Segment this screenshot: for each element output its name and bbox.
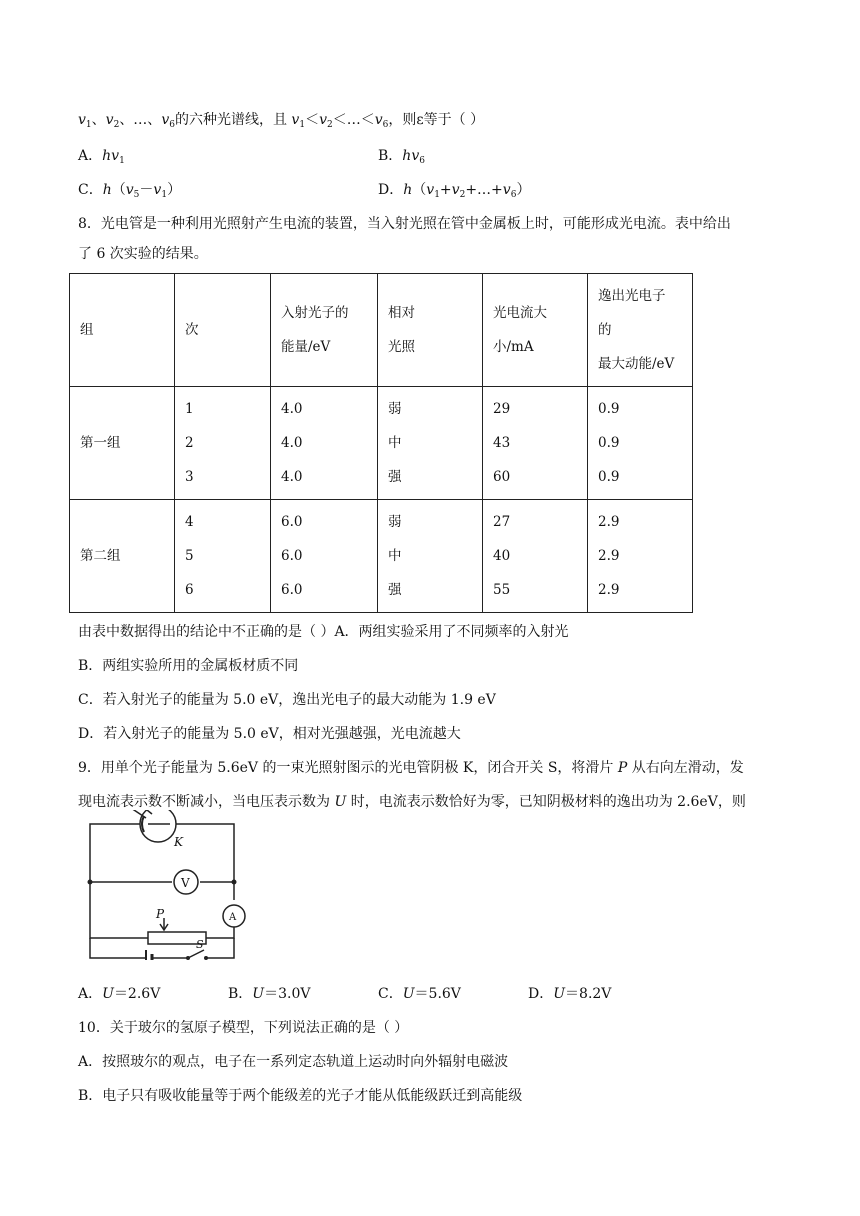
- header-trial: 次: [175, 274, 271, 387]
- q10-option-b[interactable]: B．电子只有吸收能量等于两个能级差的光子才能从低能级跃迁到高能级: [78, 1088, 523, 1104]
- table-header-row: [70, 274, 693, 387]
- q7-option-c[interactable]: C．$h(v_5-v_1)$: [78, 182, 182, 200]
- phototube-icon: [140, 810, 176, 842]
- header-max-kinetic-energy: 逸出光电子 的 最大动能/eV: [588, 274, 693, 387]
- kinetic-energy-cell: 2.9 2.9 2.9: [588, 500, 693, 613]
- q9-stem-line2: 现电流表示数不断减小，当电压表示数为 U 时，电流表示数恰好为零，已知阴极材料的逸出功为 2.6eV，则: [78, 794, 746, 810]
- header-photocurrent: 光电流大 小/mA: [483, 274, 588, 387]
- table-row: [70, 387, 693, 500]
- results-table: [69, 273, 693, 613]
- q8-conclusion-option-a[interactable]: 由表中数据得出的结论中不正确的是（ ）A．两组实验采用了不同频率的入射光: [78, 624, 569, 640]
- q9-option-b[interactable]: B．U＝3.0V: [228, 986, 311, 1002]
- q8-option-c[interactable]: C．若入射光子的能量为 5.0 eV，逸出光电子的最大动能为 1.9 eV: [78, 692, 496, 708]
- label-a: A: [229, 912, 237, 923]
- q7-option-a[interactable]: A．$hv_1$: [78, 148, 125, 166]
- label-v: V: [181, 876, 190, 890]
- q9-option-c[interactable]: C．U＝5.6V: [378, 986, 461, 1002]
- q9-stem-line1: 9．用单个光子能量为 5.6eV 的一束光照射图示的光电管阴极 K，闭合开关 S，将滑片 P 从右向左滑动，发: [78, 760, 744, 776]
- group-name: 第一组: [70, 387, 175, 500]
- q7-option-b[interactable]: B．$hv_6$: [378, 148, 425, 166]
- label-p: P: [156, 907, 165, 921]
- q8-stem-line1: 8．光电管是一种利用光照射产生电流的装置，当入射光照在管中金属板上时，可能形成光电流。表中给出: [78, 216, 731, 232]
- label-k: K: [174, 835, 183, 849]
- q8-option-d[interactable]: D．若入射光子的能量为 5.0 eV，相对光强越强，光电流越大: [78, 726, 461, 742]
- header-relative-intensity: 相对 光照: [378, 274, 483, 387]
- current-cell: 29 43 60: [483, 387, 588, 500]
- intensity-cell: 弱 中 强: [378, 500, 483, 613]
- q7-option-d[interactable]: D．$h(v_1+v_2+\dots+v_6)$: [378, 182, 531, 200]
- trial-cell: 1 2 3: [175, 387, 271, 500]
- q10-option-a[interactable]: A．按照玻尔的观点，电子在一系列定态轨道上运动时向外辐射电磁波: [78, 1054, 509, 1070]
- trial-cell: 4 5 6: [175, 500, 271, 613]
- q8-option-b[interactable]: B．两组实验所用的金属板材质不同: [78, 658, 299, 674]
- group-name: 第二组: [70, 500, 175, 613]
- q9-option-a[interactable]: A．U＝2.6V: [78, 986, 161, 1002]
- table-row: [70, 500, 693, 613]
- circuit-diagram: [78, 810, 248, 960]
- label-s: S: [196, 938, 204, 951]
- q8-stem-line2: 了 6 次实验的结果。: [78, 246, 208, 262]
- header-group: 组: [70, 274, 175, 387]
- energy-cell: 6.0 6.0 6.0: [271, 500, 378, 613]
- q7-stem: $v_1$、$v_2$、…、$v_6$的六种光谱线，且 $v_1<v_2<\dots<v_6$，则ε等于（ ）: [78, 112, 485, 130]
- kinetic-energy-cell: 0.9 0.9 0.9: [588, 387, 693, 500]
- q10-stem: 10．关于玻尔的氢原子模型，下列说法正确的是（ ）: [78, 1020, 409, 1036]
- energy-cell: 4.0 4.0 4.0: [271, 387, 378, 500]
- switch-icon: [188, 950, 204, 958]
- header-photon-energy: 入射光子的 能量/eV: [271, 274, 378, 387]
- q9-option-d[interactable]: D．U＝8.2V: [528, 986, 612, 1002]
- intensity-cell: 弱 中 强: [378, 387, 483, 500]
- current-cell: 27 40 55: [483, 500, 588, 613]
